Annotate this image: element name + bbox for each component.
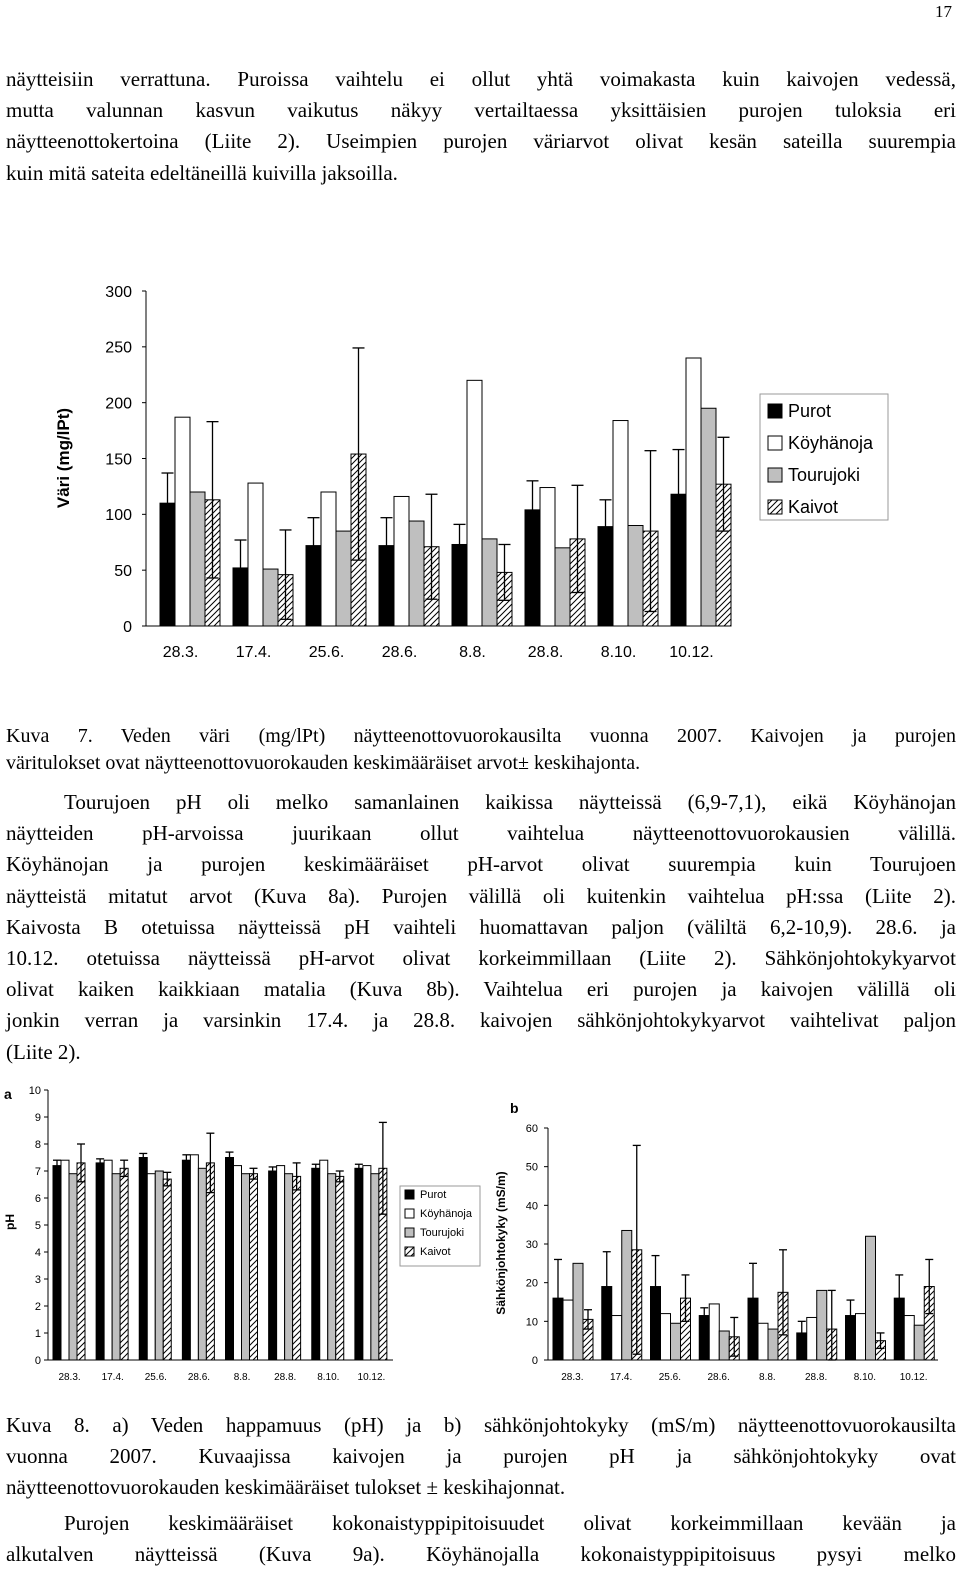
- legend-swatch-tourujoki: [768, 468, 782, 482]
- x-tick-label-28-3: 28.3.: [561, 1372, 584, 1383]
- bar-tourujoki-28-8: [285, 1174, 293, 1360]
- x-tick-label-8-8: 8.8.: [459, 644, 486, 661]
- y-tick-label: 250: [105, 339, 132, 357]
- bar-tourujoki-8-10: [328, 1174, 336, 1360]
- x-tick-label-28-8: 28.8.: [805, 1372, 828, 1383]
- x-tick-label-25-6: 25.6.: [658, 1372, 681, 1383]
- y-tick-label: 0: [34, 1354, 41, 1367]
- bar-tourujoki-8-8: [768, 1329, 778, 1360]
- body-paragraph: [6, 787, 956, 1068]
- x-tick-label-28-6: 28.6.: [707, 1372, 730, 1383]
- legend-swatch-tourujoki: [405, 1228, 414, 1237]
- bar-tourujoki-28-6: [198, 1168, 206, 1360]
- x-tick-label-10-12: 10.12.: [669, 644, 714, 661]
- panel-label-a: a: [4, 1086, 12, 1102]
- x-tick-label-8-10: 8.10.: [600, 644, 637, 661]
- bar-tourujoki-17-4: [622, 1230, 632, 1360]
- legend-swatch-koyhanoja: [405, 1209, 414, 1218]
- bar-koyhanoja-28-8: [807, 1317, 817, 1360]
- x-tick-label-10-12: 10.12.: [357, 1372, 386, 1383]
- bar-koyhanoja-8-8: [467, 380, 482, 626]
- y-tick-label: 7: [34, 1165, 41, 1178]
- x-tick-label-28-3: 28.3.: [58, 1372, 81, 1383]
- bar-kaivot-28-8: [293, 1176, 301, 1360]
- bar-koyhanoja-25-6: [147, 1174, 155, 1360]
- bar-tourujoki-28-3: [573, 1263, 583, 1360]
- bar-koyhanoja-28-3: [563, 1300, 573, 1360]
- x-tick-label-17-4: 17.4.: [235, 644, 272, 661]
- y-tick-label: 20: [525, 1277, 538, 1290]
- bar-kaivot-8-8: [250, 1174, 258, 1360]
- caption8-line: näytteenottovuorokauden keskimääräiset tulokset ± keskihajonnat.: [6, 1475, 566, 1500]
- bar-kaivot-17-4: [120, 1168, 128, 1360]
- figure-7-caption: [6, 723, 956, 777]
- x-tick-label-8-10: 8.10.: [853, 1372, 876, 1383]
- x-tick-label-25-6: 25.6.: [308, 644, 345, 661]
- body-line: näytteiden pH-arvoissa juurikaan ollut vaihtelua näytteenottovuorokausien välillä.: [6, 821, 956, 846]
- y-tick-label: 30: [525, 1238, 538, 1251]
- panel-label-b: b: [510, 1100, 519, 1116]
- bar-tourujoki-17-4: [112, 1174, 120, 1360]
- legend-label-tourujoki: Tourujoki: [420, 1227, 465, 1239]
- bar-koyhanoja-28-3: [61, 1160, 69, 1360]
- bar-tourujoki-28-6: [409, 521, 424, 626]
- final-line: Purojen keskimääräiset kokonaistyppipitoisuudet olivat korkeimmillaan kevään ja: [64, 1511, 956, 1535]
- intro-line: näytteisiin verrattuna. Puroissa vaihtelu ei ollut yhtä voimakasta kuin kaivojen vedessä,: [6, 67, 956, 91]
- bar-tourujoki-17-4: [263, 569, 278, 626]
- body-line: 10.12. otetuissa näytteissä pH-arvot olivat korkeimmillaan (Liite 2). Sähkönjohtokykyarvot: [6, 946, 956, 971]
- bar-purot-10-12: [355, 1168, 363, 1360]
- x-tick-label-28-6: 28.6.: [187, 1372, 211, 1383]
- bar-kaivot-8-10: [336, 1176, 344, 1360]
- x-tick-label-28-6: 28.6.: [381, 644, 418, 661]
- figure-8-caption: [6, 1410, 956, 1504]
- y-tick-label: 300: [105, 283, 132, 301]
- body-line: Köyhänojan ja purojen keskimääräiset pH-arvot olivat suurempia kuin Tourujoen: [6, 852, 956, 877]
- y-tick-label: 10: [28, 1084, 41, 1097]
- x-tick-label-28-8: 28.8.: [527, 644, 564, 661]
- page-number: 17: [935, 2, 952, 21]
- bar-tourujoki-28-6: [719, 1331, 729, 1360]
- bar-koyhanoja-28-8: [540, 488, 555, 626]
- bar-tourujoki-25-6: [671, 1323, 681, 1360]
- bar-tourujoki-28-8: [817, 1290, 827, 1360]
- body-line: Tourujoen pH oli melko samanlainen kaikissa näytteissä (6,9-7,1), eikä Köyhänojan: [64, 790, 956, 814]
- intro-paragraph: [6, 64, 956, 189]
- x-tick-label-28-8: 28.8.: [274, 1372, 297, 1383]
- y-tick-label: 1: [34, 1327, 41, 1340]
- caption7-line: Kuva 7. Veden väri (mg/lPt) näytteenottovuorokausilta vuonna 2007. Kaivojen ja purojen: [6, 725, 956, 747]
- bar-purot-28-6: [182, 1160, 190, 1360]
- final-paragraph: [6, 1508, 956, 1570]
- y-tick-label: 0: [123, 618, 132, 636]
- y-tick-label: 6: [34, 1192, 41, 1205]
- body-line: Kaivosta B otetuissa näytteissä pH vaihteli huomattavan paljon (väliltä 6,2-10,9). 28.6. ja: [6, 914, 956, 939]
- legend-swatch-purot: [405, 1190, 414, 1199]
- x-tick-label-8-8: 8.8.: [759, 1372, 776, 1383]
- y-tick-label: 2: [34, 1300, 41, 1313]
- bar-koyhanoja-10-12: [363, 1166, 371, 1360]
- legend-label-tourujoki: Tourujoki: [788, 465, 861, 485]
- y-tick-label: 4: [34, 1246, 41, 1259]
- y-tick-label: 5: [34, 1219, 41, 1232]
- bar-purot-25-6: [139, 1158, 147, 1361]
- bar-tourujoki-8-8: [242, 1174, 250, 1360]
- body-line: näytteistä mitatut arvot (Kuva 8a). Purojen välillä oli kuitenkin vaihtelua pH:ssa (Liite 2).: [6, 883, 956, 908]
- bar-tourujoki-28-8: [555, 548, 570, 626]
- bar-koyhanoja-25-6: [321, 492, 336, 626]
- x-tick-label-17-4: 17.4.: [101, 1372, 124, 1383]
- bar-tourujoki-8-10: [628, 526, 643, 627]
- bar-purot-8-8: [226, 1158, 234, 1361]
- legend-swatch-kaivot: [768, 500, 782, 514]
- bar-kaivot-25-6: [163, 1179, 171, 1360]
- intro-line: mutta valunnan kasvun vaikutus näkyy vertailtaessa yksittäisien purojen tuloksia eri: [6, 98, 956, 123]
- legend-label-purot: Purot: [788, 401, 832, 421]
- x-tick-label-28-3: 28.3.: [162, 644, 199, 661]
- bar-kaivot-28-3: [77, 1163, 85, 1360]
- bar-purot-8-10: [312, 1168, 320, 1360]
- y-tick-label: 8: [34, 1138, 41, 1151]
- y-tick-label: 50: [525, 1161, 538, 1174]
- bar-koyhanoja-8-10: [613, 421, 628, 626]
- bar-koyhanoja-10-12: [904, 1316, 914, 1360]
- legend-swatch-purot: [768, 404, 782, 418]
- caption8-line: Kuva 8. a) Veden happamuus (pH) ja b) sähkönjohtokyky (mS/m) näytteenottovuorokausilta: [6, 1413, 956, 1437]
- bar-koyhanoja-8-8: [758, 1323, 768, 1360]
- y-tick-label: 60: [525, 1122, 538, 1135]
- bar-tourujoki-10-12: [701, 408, 716, 626]
- bar-tourujoki-25-6: [155, 1171, 163, 1360]
- bar-tourujoki-25-6: [336, 531, 351, 626]
- legend-label-koyhanoja: Köyhänoja: [420, 1208, 472, 1220]
- bar-koyhanoja-28-3: [175, 417, 190, 626]
- bar-koyhanoja-17-4: [104, 1160, 112, 1360]
- body-line: jonkin verran ja varsinkin 17.4. ja 28.8. kaivojen sähkönjohtokykyarvot vaihtelivat paljon: [6, 1008, 956, 1033]
- body-line: olivat kaiken kaikkiaan matalia (Kuva 8b). Vaihtelua eri purojen ja kaivojen välillä oli: [6, 977, 956, 1002]
- x-tick-label-25-6: 25.6.: [144, 1372, 167, 1383]
- bar-koyhanoja-28-6: [709, 1304, 719, 1360]
- bar-purot-28-8: [269, 1171, 277, 1360]
- chart-kuva8: [0, 1085, 960, 1405]
- bar-koyhanoja-28-6: [394, 496, 409, 626]
- bar-koyhanoja-17-4: [612, 1316, 622, 1360]
- final-line: alkutalven näytteissä (Kuva 9a). Köyhänojalla kokonaistyppipitoisuus pysyi melko: [6, 1542, 956, 1567]
- body-line: (Liite 2).: [6, 1039, 81, 1064]
- intro-line: kuin mitä sateita edeltäneillä kuivilla jaksoilla.: [6, 160, 398, 185]
- bar-koyhanoja-25-6: [661, 1314, 671, 1360]
- y-tick-label: 40: [525, 1200, 538, 1213]
- bar-tourujoki-8-8: [482, 539, 497, 626]
- legend-swatch-kaivot: [405, 1247, 414, 1256]
- y-tick-label: 3: [34, 1273, 41, 1286]
- y-tick-label: 200: [105, 395, 132, 413]
- bar-tourujoki-28-3: [190, 492, 205, 626]
- y-axis-label: Väri (mg/lPt): [54, 407, 73, 509]
- y-axis-label: pH: [3, 1214, 17, 1230]
- x-tick-label-8-8: 8.8.: [233, 1372, 251, 1383]
- y-tick-label: 9: [34, 1111, 41, 1124]
- bar-koyhanoja-8-8: [234, 1166, 242, 1360]
- legend-label-kaivot: Kaivot: [420, 1246, 451, 1258]
- caption8-line: vuonna 2007. Kuvaajissa kaivojen ja purojen pH ja sähkönjohtokyky ovat: [6, 1444, 956, 1469]
- y-tick-label: 50: [114, 562, 132, 580]
- bar-tourujoki-10-12: [371, 1174, 379, 1360]
- x-tick-label-17-4: 17.4.: [610, 1372, 633, 1383]
- legend-label-kaivot: Kaivot: [788, 497, 839, 517]
- y-tick-label: 150: [105, 451, 132, 469]
- bar-tourujoki-10-12: [914, 1325, 924, 1360]
- y-tick-label: 10: [525, 1316, 538, 1329]
- bar-koyhanoja-8-10: [856, 1314, 866, 1360]
- caption7-line: väritulokset ovat näytteenottovuorokauden keskimääräiset arvot± keskihajonta.: [6, 752, 641, 774]
- y-tick-label: 0: [531, 1354, 538, 1367]
- bar-tourujoki-8-10: [866, 1236, 876, 1360]
- x-tick-label-8-10: 8.10.: [317, 1372, 340, 1383]
- y-axis-label: Sähkönjohtokyky (mS/m): [494, 1171, 508, 1315]
- x-tick-label-10-12: 10.12.: [899, 1372, 928, 1383]
- bar-koyhanoja-17-4: [248, 483, 263, 626]
- y-tick-label: 100: [105, 507, 132, 525]
- legend-label-purot: Purot: [420, 1189, 447, 1201]
- bar-purot-17-4: [96, 1163, 104, 1360]
- intro-line: näytteenottokertoina (Liite 2). Useimpien purojen väriarvot olivat kesän sateilla suurempia: [6, 129, 956, 154]
- bar-koyhanoja-8-10: [320, 1160, 328, 1360]
- bar-tourujoki-28-3: [69, 1174, 77, 1360]
- bar-purot-28-3: [53, 1166, 61, 1360]
- bar-koyhanoja-10-12: [686, 358, 701, 626]
- bar-koyhanoja-28-8: [277, 1166, 285, 1360]
- legend-swatch-koyhanoja: [768, 436, 782, 450]
- bar-koyhanoja-28-6: [190, 1155, 198, 1360]
- legend-label-koyhanoja: Köyhänoja: [788, 433, 874, 453]
